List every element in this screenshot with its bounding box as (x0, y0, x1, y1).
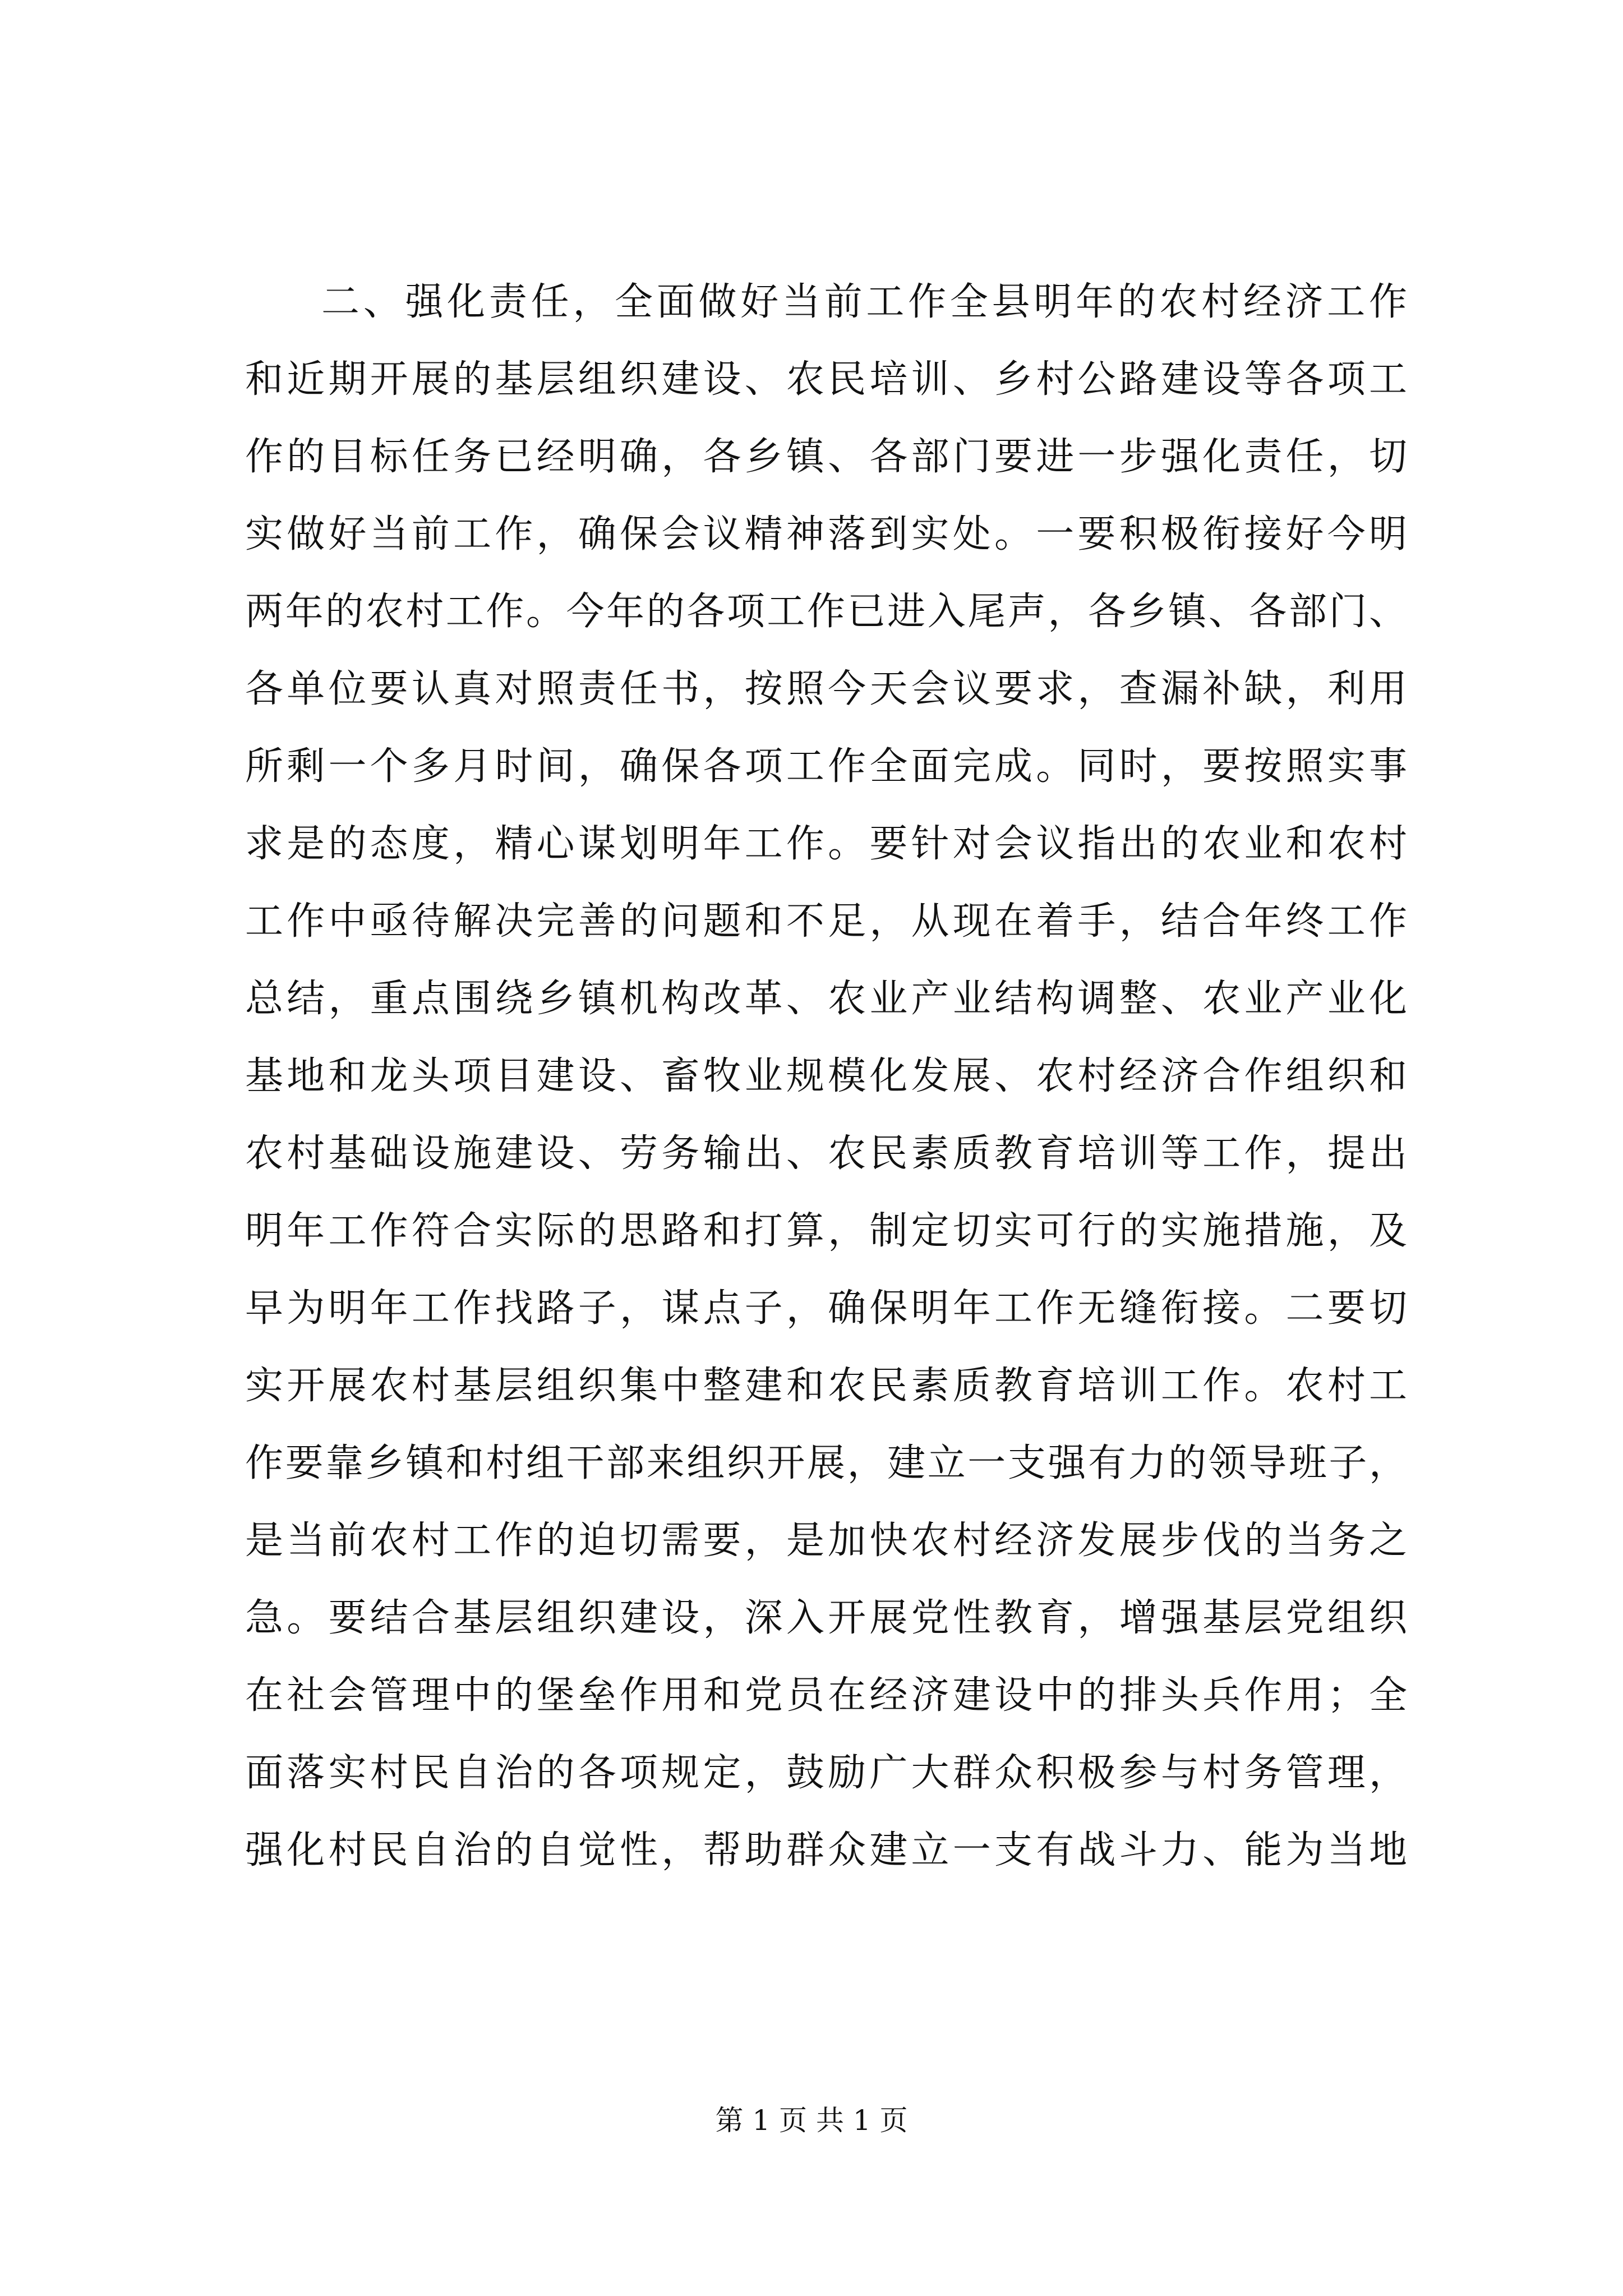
text-line: 二、强化责任，全面做好当前工作全县明年的农村经济工作 (321, 280, 1407, 324)
text-line: 是当前农村工作的迫切需要，是加快农村经济发展步伐的当务之 (245, 1519, 1407, 1563)
text-line: 在社会管理中的堡垒作用和党员在经济建设中的排头兵作用；全 (245, 1673, 1407, 1718)
text-line: 所剩一个多月时间，确保各项工作全面完成。同时，要按照实事 (245, 744, 1407, 789)
text-line: 作的目标任务已经明确，各乡镇、各部门要进一步强化责任，切 (245, 435, 1407, 479)
text-line: 和近期开展的基层组织建设、农民培训、乡村公路建设等各项工 (245, 357, 1407, 402)
body-paragraph (245, 264, 1407, 1889)
text-line: 早为明年工作找路子，谋点子，确保明年工作无缝衔接。二要切 (245, 1286, 1407, 1331)
text-line: 急。要结合基层组织建设，深入开展党性教育，增强基层党组织 (245, 1596, 1407, 1640)
page-number-footer: 第 1 页 共 1 页 (715, 2104, 908, 2137)
text-line: 面落实村民自治的各项规定，鼓励广大群众积极参与村务管理， (245, 1751, 1407, 1795)
text-line: 总结，重点围绕乡镇机构改革、农业产业结构调整、农业产业化 (245, 977, 1407, 1021)
text-line: 各单位要认真对照责任书，按照今天会议要求，查漏补缺，利用 (245, 667, 1407, 711)
text-line: 求是的态度，精心谋划明年工作。要针对会议指出的农业和农村 (245, 822, 1407, 866)
text-line: 强化村民自治的自觉性，帮助群众建立一支有战斗力、能为当地 (245, 1828, 1407, 1872)
text-line: 明年工作符合实际的思路和打算，制定切实可行的实施措施，及 (245, 1209, 1407, 1253)
text-line: 农村基础设施建设、劳务输出、农民素质教育培训等工作，提出 (245, 1131, 1407, 1176)
text-line: 基地和龙头项目建设、畜牧业规模化发展、农村经济合作组织和 (245, 1054, 1407, 1098)
text-line: 作要靠乡镇和村组干部来组织开展，建立一支强有力的领导班子， (245, 1441, 1407, 1485)
text-line: 实做好当前工作，确保会议精神落到实处。一要积极衔接好今明 (245, 512, 1407, 556)
text-line: 两年的农村工作。今年的各项工作已进入尾声，各乡镇、各部门、 (245, 590, 1407, 634)
text-line: 实开展农村基层组织集中整建和农民素质教育培训工作。农村工 (245, 1364, 1407, 1408)
text-line: 工作中亟待解决完善的问题和不足，从现在着手，结合年终工作 (245, 899, 1407, 944)
